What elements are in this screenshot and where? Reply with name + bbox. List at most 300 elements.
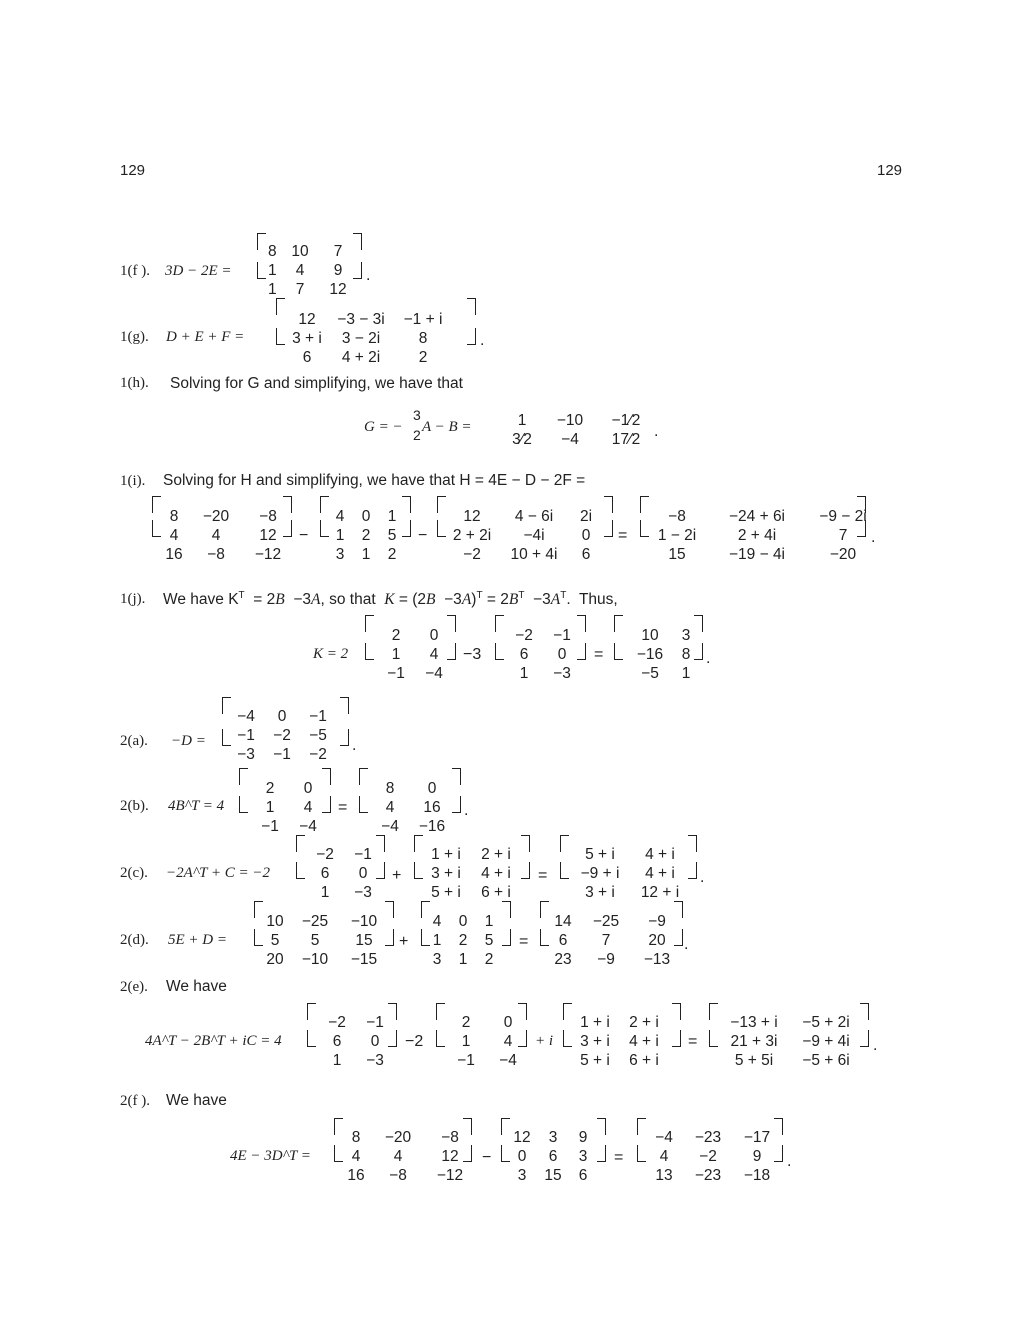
matrix-cell: 2 bbox=[387, 546, 397, 563]
matrix-cell: 3 bbox=[548, 1129, 558, 1146]
label-2d: 2(d). bbox=[120, 932, 149, 948]
bracket bbox=[694, 643, 703, 660]
bracket bbox=[283, 496, 292, 513]
matrix-cell: 6 bbox=[548, 1148, 558, 1165]
bracket bbox=[353, 262, 362, 279]
bracket bbox=[709, 1030, 718, 1047]
bracket bbox=[463, 1145, 472, 1162]
matrix-1h bbox=[502, 411, 654, 449]
bracket bbox=[283, 520, 292, 537]
matrix-cell: −1 bbox=[553, 627, 571, 644]
matrix-cell: 16 bbox=[165, 546, 183, 563]
matrix-cell: 12 bbox=[463, 508, 481, 525]
lhs-2d: 5E + D = bbox=[168, 932, 227, 948]
matrix-2a bbox=[228, 707, 336, 764]
minus: − bbox=[418, 527, 428, 544]
label-1g: 1(g). bbox=[120, 329, 149, 345]
matrix-cell: −16 bbox=[418, 818, 446, 835]
matrix-cell: −25 bbox=[592, 913, 620, 930]
bracket bbox=[597, 1118, 606, 1135]
matrix-2f-b bbox=[507, 1128, 597, 1185]
bracket bbox=[239, 768, 248, 785]
matrix-cell: 3 + i bbox=[292, 330, 322, 347]
matrix-1j-a bbox=[376, 626, 452, 683]
matrix-cell: −4 bbox=[655, 1129, 673, 1146]
page-number-right: 129 bbox=[877, 162, 903, 179]
equals: = bbox=[594, 646, 604, 663]
matrix-cell: 3 bbox=[432, 951, 442, 968]
matrix-cell: −10 bbox=[301, 951, 329, 968]
matrix-cell: 12 bbox=[513, 1129, 531, 1146]
matrix-cell: −4 bbox=[561, 431, 579, 448]
matrix-cell: −5 bbox=[641, 665, 659, 682]
matrix-cell: −12 bbox=[436, 1167, 464, 1184]
matrix-cell: 14 bbox=[554, 913, 572, 930]
matrix-cell: 5 bbox=[270, 932, 280, 949]
matrix-cell: 3 + i bbox=[580, 1033, 610, 1050]
matrix-cell: 3 + i bbox=[585, 884, 615, 901]
page-number-left: 129 bbox=[120, 162, 146, 179]
matrix-cell: −23 bbox=[694, 1167, 722, 1184]
matrix-cell: −5 bbox=[309, 727, 327, 744]
lhs-2f: 4E − 3D^T = bbox=[230, 1148, 311, 1164]
matrix-cell: −2 bbox=[328, 1014, 346, 1031]
matrix-cell: −1 bbox=[273, 746, 291, 763]
matrix-cell: −20 bbox=[202, 508, 230, 525]
matrix-1i-a bbox=[156, 507, 296, 564]
equals: = bbox=[519, 933, 529, 950]
matrix-cell: 21 + 3i bbox=[730, 1033, 778, 1050]
matrix-cell: −13 bbox=[643, 951, 671, 968]
matrix-cell: −2 bbox=[463, 546, 481, 563]
matrix-cell: 8 bbox=[418, 330, 428, 347]
matrix-cell: 1 bbox=[387, 508, 397, 525]
matrix-cell: 2 bbox=[418, 349, 428, 366]
period: . bbox=[684, 936, 689, 953]
matrix-cell: −1 bbox=[457, 1052, 475, 1069]
matrix-cell: −4i bbox=[523, 527, 545, 544]
matrix-2c-a bbox=[305, 845, 381, 902]
minus: − bbox=[482, 1149, 492, 1166]
matrix-cell: 6 + i bbox=[481, 884, 511, 901]
bracket bbox=[296, 835, 305, 852]
label-2a: 2(a). bbox=[120, 733, 148, 749]
matrix-2c-b bbox=[420, 845, 520, 902]
matrix-cell: 9 bbox=[578, 1129, 588, 1146]
matrix-1i-c bbox=[442, 507, 606, 564]
bracket bbox=[452, 796, 461, 813]
matrix-cell: 0 bbox=[517, 1148, 527, 1165]
bracket bbox=[502, 929, 511, 946]
bracket bbox=[359, 768, 368, 785]
matrix-cell: −5 + 2i bbox=[802, 1014, 850, 1031]
matrix-cell: 10 bbox=[266, 913, 284, 930]
matrix-cell: −8 bbox=[259, 508, 277, 525]
matrix-cell: 2i bbox=[579, 508, 593, 525]
matrix-cell: −24 + 6i bbox=[728, 508, 786, 525]
matrix-cell: 1 bbox=[361, 546, 371, 563]
lhs-2b: 4B^T = 4 bbox=[168, 798, 225, 814]
bracket bbox=[560, 835, 569, 852]
matrix-cell: 5 + 5i bbox=[734, 1052, 774, 1069]
label-2e: 2(e). bbox=[120, 979, 148, 995]
matrix-cell: 5 bbox=[310, 932, 320, 949]
bracket bbox=[521, 835, 530, 852]
matrix-cell: 4 + i bbox=[645, 865, 675, 882]
bracket bbox=[467, 298, 476, 315]
bracket bbox=[597, 1145, 606, 1162]
bracket bbox=[560, 862, 569, 879]
matrix-cell: 4 bbox=[303, 799, 313, 816]
bracket bbox=[674, 901, 683, 918]
equals: = bbox=[688, 1033, 698, 1050]
matrix-cell: −4 bbox=[299, 818, 317, 835]
matrix-1i-b bbox=[327, 507, 405, 564]
matrix-2b-b bbox=[372, 779, 456, 836]
bracket bbox=[857, 496, 866, 513]
label-1f: 1(f ). bbox=[120, 263, 150, 279]
minus: − bbox=[299, 527, 309, 544]
matrix-cell: 3⁄2 bbox=[512, 431, 532, 448]
lhs-2e: 4A^T − 2B^T + iC = 4 bbox=[145, 1033, 282, 1049]
matrix-2f-a bbox=[338, 1128, 478, 1185]
matrix-cell: 1 bbox=[268, 262, 277, 279]
bracket bbox=[521, 862, 530, 879]
matrix-cell: 20 bbox=[648, 932, 666, 949]
period: . bbox=[871, 529, 876, 546]
matrix-cell: 12 bbox=[259, 527, 277, 544]
matrix-cell: −8 bbox=[389, 1167, 407, 1184]
matrix-cell: 0 bbox=[429, 627, 439, 644]
matrix-cell: −9 + 4i bbox=[802, 1033, 850, 1050]
matrix-cell: 15 bbox=[544, 1167, 562, 1184]
matrix-cell: 7 bbox=[295, 281, 305, 298]
matrix-cell: −5 + 6i bbox=[802, 1052, 850, 1069]
matrix-cell: 3 + i bbox=[431, 865, 461, 882]
bracket bbox=[340, 729, 349, 746]
matrix-cell: 8 bbox=[351, 1129, 361, 1146]
matrix-cell: −2 bbox=[515, 627, 533, 644]
matrix-cell: 4 + i bbox=[645, 846, 675, 863]
matrix-cell: 2 bbox=[391, 627, 401, 644]
matrix-cell: 1 bbox=[461, 1033, 471, 1050]
matrix-cell: −13 + i bbox=[730, 1014, 778, 1031]
matrix-cell: −1 bbox=[366, 1014, 384, 1031]
matrix-cell: 0 bbox=[427, 780, 437, 797]
matrix-cell: −19 − 4i bbox=[728, 546, 786, 563]
label-2f: 2(f ). bbox=[120, 1093, 150, 1109]
bracket bbox=[447, 643, 456, 660]
bracket bbox=[365, 643, 374, 660]
matrix-cell: 6 bbox=[320, 865, 330, 882]
bracket bbox=[376, 862, 385, 879]
period: . bbox=[352, 737, 357, 754]
matrix-cell: 3 bbox=[681, 627, 691, 644]
bracket bbox=[447, 615, 456, 632]
bracket bbox=[322, 796, 331, 813]
label-2b: 2(b). bbox=[120, 798, 149, 814]
matrix-cell: −8 bbox=[441, 1129, 459, 1146]
matrix-cell: 6 bbox=[578, 1167, 588, 1184]
matrix-cell: 10 bbox=[641, 627, 659, 644]
bracket bbox=[502, 901, 511, 918]
plus: + bbox=[392, 867, 402, 884]
matrix-cell: −3 bbox=[354, 884, 372, 901]
matrix-2e-a bbox=[317, 1013, 393, 1070]
matrix-cell: 0 bbox=[503, 1014, 513, 1031]
matrix-cell: 3 bbox=[578, 1148, 588, 1165]
matrix-cell: 8 bbox=[268, 243, 277, 260]
matrix-cell: 0 bbox=[277, 708, 287, 725]
text-1i: Solving for H and simplifying, we have that H = 4E − D − 2F = bbox=[163, 472, 586, 489]
matrix-cell: 2 + 2i bbox=[452, 527, 492, 544]
text-1h: Solving for G and simplifying, we have that bbox=[170, 375, 463, 392]
bracket bbox=[436, 1030, 445, 1047]
matrix-cell: 8 bbox=[385, 780, 395, 797]
bracket bbox=[709, 1003, 718, 1020]
matrix-cell: −1 bbox=[387, 665, 405, 682]
matrix-cell: 7 bbox=[838, 527, 848, 544]
bracket bbox=[604, 520, 613, 537]
bracket bbox=[614, 643, 623, 660]
matrix-1g bbox=[283, 310, 455, 367]
matrix-1j-b bbox=[504, 626, 580, 683]
matrix-cell: −9 − 2i bbox=[819, 508, 867, 525]
bracket bbox=[857, 520, 866, 537]
matrix-cell: 7 bbox=[601, 932, 611, 949]
bracket bbox=[376, 835, 385, 852]
matrix-cell: 2 + i bbox=[481, 846, 511, 863]
matrix-cell: 12 + i bbox=[640, 884, 680, 901]
matrix-cell: 5 + i bbox=[585, 846, 615, 863]
matrix-cell: −9 bbox=[648, 913, 666, 930]
bracket bbox=[672, 1003, 681, 1020]
bracket bbox=[674, 929, 683, 946]
period: . bbox=[700, 869, 705, 886]
bracket bbox=[467, 328, 476, 345]
matrix-cell: −23 bbox=[694, 1129, 722, 1146]
matrix-cell: 1 bbox=[432, 932, 442, 949]
bracket bbox=[239, 796, 248, 813]
bracket bbox=[307, 1030, 316, 1047]
matrix-cell: 6 bbox=[302, 349, 312, 366]
matrix-cell: 17⁄2 bbox=[611, 431, 641, 448]
lhs-2a: −D = bbox=[171, 733, 206, 749]
matrix-cell: −1 + i bbox=[403, 311, 443, 328]
matrix-cell: −25 bbox=[301, 913, 329, 930]
matrix-cell: −2 bbox=[273, 727, 291, 744]
matrix-cell: 5 bbox=[387, 527, 397, 544]
bracket bbox=[359, 796, 368, 813]
op: + i bbox=[535, 1033, 554, 1049]
matrix-cell: 16 bbox=[347, 1167, 365, 1184]
period: . bbox=[464, 802, 469, 819]
matrix-cell: 0 bbox=[370, 1033, 380, 1050]
bracket bbox=[860, 1003, 869, 1020]
matrix-1j-c bbox=[628, 626, 700, 683]
bracket bbox=[402, 496, 411, 513]
matrix-cell: 4 bbox=[393, 1148, 403, 1165]
bracket bbox=[388, 1030, 397, 1047]
matrix-cell: −3 bbox=[553, 665, 571, 682]
equals: = bbox=[618, 527, 628, 544]
matrix-cell: 2 bbox=[265, 780, 275, 797]
matrix-cell: 2 bbox=[484, 951, 494, 968]
bracket bbox=[296, 862, 305, 879]
bracket bbox=[322, 768, 331, 785]
op: −3 bbox=[463, 646, 482, 663]
bracket bbox=[577, 643, 586, 660]
period: . bbox=[787, 1153, 792, 1170]
matrix-cell: 5 + i bbox=[580, 1052, 610, 1069]
matrix-cell: −4 bbox=[499, 1052, 517, 1069]
matrix-cell: 8 bbox=[169, 508, 179, 525]
bracket bbox=[774, 1145, 783, 1162]
matrix-cell: 1 bbox=[458, 951, 468, 968]
matrix-cell: 6 + i bbox=[629, 1052, 659, 1069]
op: −2 bbox=[405, 1033, 424, 1050]
matrix-cell: −2 bbox=[699, 1148, 717, 1165]
matrix-cell: 15 bbox=[668, 546, 686, 563]
text-2e: We have bbox=[166, 978, 227, 995]
matrix-cell: 7 bbox=[333, 243, 343, 260]
matrix-cell: 0 bbox=[458, 913, 468, 930]
bracket bbox=[577, 615, 586, 632]
label-1i: 1(i). bbox=[120, 473, 146, 489]
lhs-1g: D + E + F = bbox=[166, 329, 245, 345]
bracket bbox=[365, 615, 374, 632]
lhs-1f: 3D − 2E = bbox=[165, 263, 232, 279]
matrix-1f bbox=[262, 242, 358, 299]
label-1h: 1(h). bbox=[120, 375, 149, 391]
matrix-cell: −1 bbox=[354, 846, 372, 863]
matrix-cell: −17 bbox=[743, 1129, 771, 1146]
matrix-cell: 4 bbox=[169, 527, 179, 544]
matrix-cell: 1 bbox=[517, 412, 527, 429]
bracket bbox=[614, 615, 623, 632]
matrix-cell: −1 bbox=[237, 727, 255, 744]
label-1j: 1(j). bbox=[120, 591, 146, 607]
matrix-cell: 2 bbox=[458, 932, 468, 949]
matrix-cell: 9 bbox=[752, 1148, 762, 1165]
matrix-cell: 2 bbox=[461, 1014, 471, 1031]
matrix-cell: −10 bbox=[350, 913, 378, 930]
matrix-cell: 1 bbox=[391, 646, 401, 663]
matrix-cell: 23 bbox=[554, 951, 572, 968]
bracket bbox=[694, 615, 703, 632]
matrix-cell: 4 bbox=[503, 1033, 513, 1050]
bracket bbox=[385, 929, 394, 946]
matrix-2d-a bbox=[258, 912, 390, 969]
matrix-cell: 1 bbox=[332, 1052, 342, 1069]
matrix-cell: 2 + 4i bbox=[737, 527, 777, 544]
matrix-cell: 3 bbox=[335, 546, 345, 563]
matrix-cell: 0 bbox=[358, 865, 368, 882]
eq-mid-1h: A − B = bbox=[422, 419, 472, 435]
bracket bbox=[353, 233, 362, 250]
matrix-cell: 4 − 6i bbox=[514, 508, 554, 525]
matrix-cell: 12 bbox=[441, 1148, 459, 1165]
bracket bbox=[495, 615, 504, 632]
bracket bbox=[860, 1030, 869, 1047]
bracket bbox=[518, 1003, 527, 1020]
matrix-cell: 12 bbox=[298, 311, 316, 328]
matrix-2b-a bbox=[250, 779, 326, 836]
bracket bbox=[436, 1003, 445, 1020]
matrix-cell: 2 + i bbox=[629, 1014, 659, 1031]
period: . bbox=[873, 1037, 878, 1054]
matrix-cell: 4 + i bbox=[481, 865, 511, 882]
lhs-2c: −2A^T + C = −2 bbox=[166, 865, 271, 881]
bracket bbox=[774, 1118, 783, 1135]
matrix-cell: 1 bbox=[519, 665, 529, 682]
matrix-cell: 5 bbox=[484, 932, 494, 949]
equals: = bbox=[538, 867, 548, 884]
matrix-cell: −9 + i bbox=[580, 865, 620, 882]
matrix-cell: −1⁄2 bbox=[611, 412, 641, 429]
matrix-cell: 1 bbox=[320, 884, 330, 901]
matrix-cell: 1 bbox=[681, 665, 691, 682]
matrix-2d-c bbox=[545, 912, 683, 969]
matrix-cell: −18 bbox=[743, 1167, 771, 1184]
matrix-cell: 0 bbox=[361, 508, 371, 525]
matrix-cell: 4 + i bbox=[629, 1033, 659, 1050]
matrix-cell: 4 bbox=[432, 913, 442, 930]
matrix-cell: 4 bbox=[351, 1148, 361, 1165]
matrix-cell: 1 + i bbox=[431, 846, 461, 863]
period: . bbox=[654, 423, 659, 440]
matrix-cell: 5 + i bbox=[431, 884, 461, 901]
eq-lhs-1h: G = − bbox=[364, 419, 403, 435]
matrix-2f-c bbox=[642, 1128, 784, 1185]
equals: = bbox=[614, 1149, 624, 1166]
matrix-cell: −4 bbox=[425, 665, 443, 682]
matrix-cell: 6 bbox=[332, 1033, 342, 1050]
matrix-cell: 0 bbox=[581, 527, 591, 544]
matrix-cell: −4 bbox=[381, 818, 399, 835]
bracket bbox=[340, 697, 349, 714]
matrix-cell: 1 − 2i bbox=[657, 527, 697, 544]
matrix-cell: 9 bbox=[333, 262, 343, 279]
matrix-cell: 1 bbox=[265, 799, 275, 816]
lhs-1j: K = 2 bbox=[313, 646, 349, 662]
matrix-cell: 8 bbox=[681, 646, 691, 663]
bracket bbox=[452, 768, 461, 785]
period: . bbox=[480, 332, 485, 349]
matrix-cell: −12 bbox=[254, 546, 282, 563]
matrix-cell: −1 bbox=[309, 708, 327, 725]
equals: = bbox=[338, 799, 348, 816]
matrix-cell: 4 bbox=[429, 646, 439, 663]
bracket bbox=[402, 520, 411, 537]
matrix-cell: 3 bbox=[517, 1167, 527, 1184]
text-2f: We have bbox=[166, 1092, 227, 1109]
matrix-cell: −4 bbox=[237, 708, 255, 725]
matrix-cell: 4 bbox=[211, 527, 221, 544]
matrix-cell: 0 bbox=[557, 646, 567, 663]
matrix-cell: −9 bbox=[597, 951, 615, 968]
matrix-cell: 20 bbox=[266, 951, 284, 968]
matrix-cell: 6 bbox=[558, 932, 568, 949]
matrix-cell: −2 bbox=[316, 846, 334, 863]
matrix-cell: 6 bbox=[581, 546, 591, 563]
matrix-cell: −16 bbox=[636, 646, 664, 663]
matrix-cell: −20 bbox=[829, 546, 857, 563]
matrix-2e-d bbox=[718, 1013, 862, 1070]
bracket bbox=[518, 1030, 527, 1047]
bracket bbox=[495, 643, 504, 660]
matrix-cell: −1 bbox=[261, 818, 279, 835]
